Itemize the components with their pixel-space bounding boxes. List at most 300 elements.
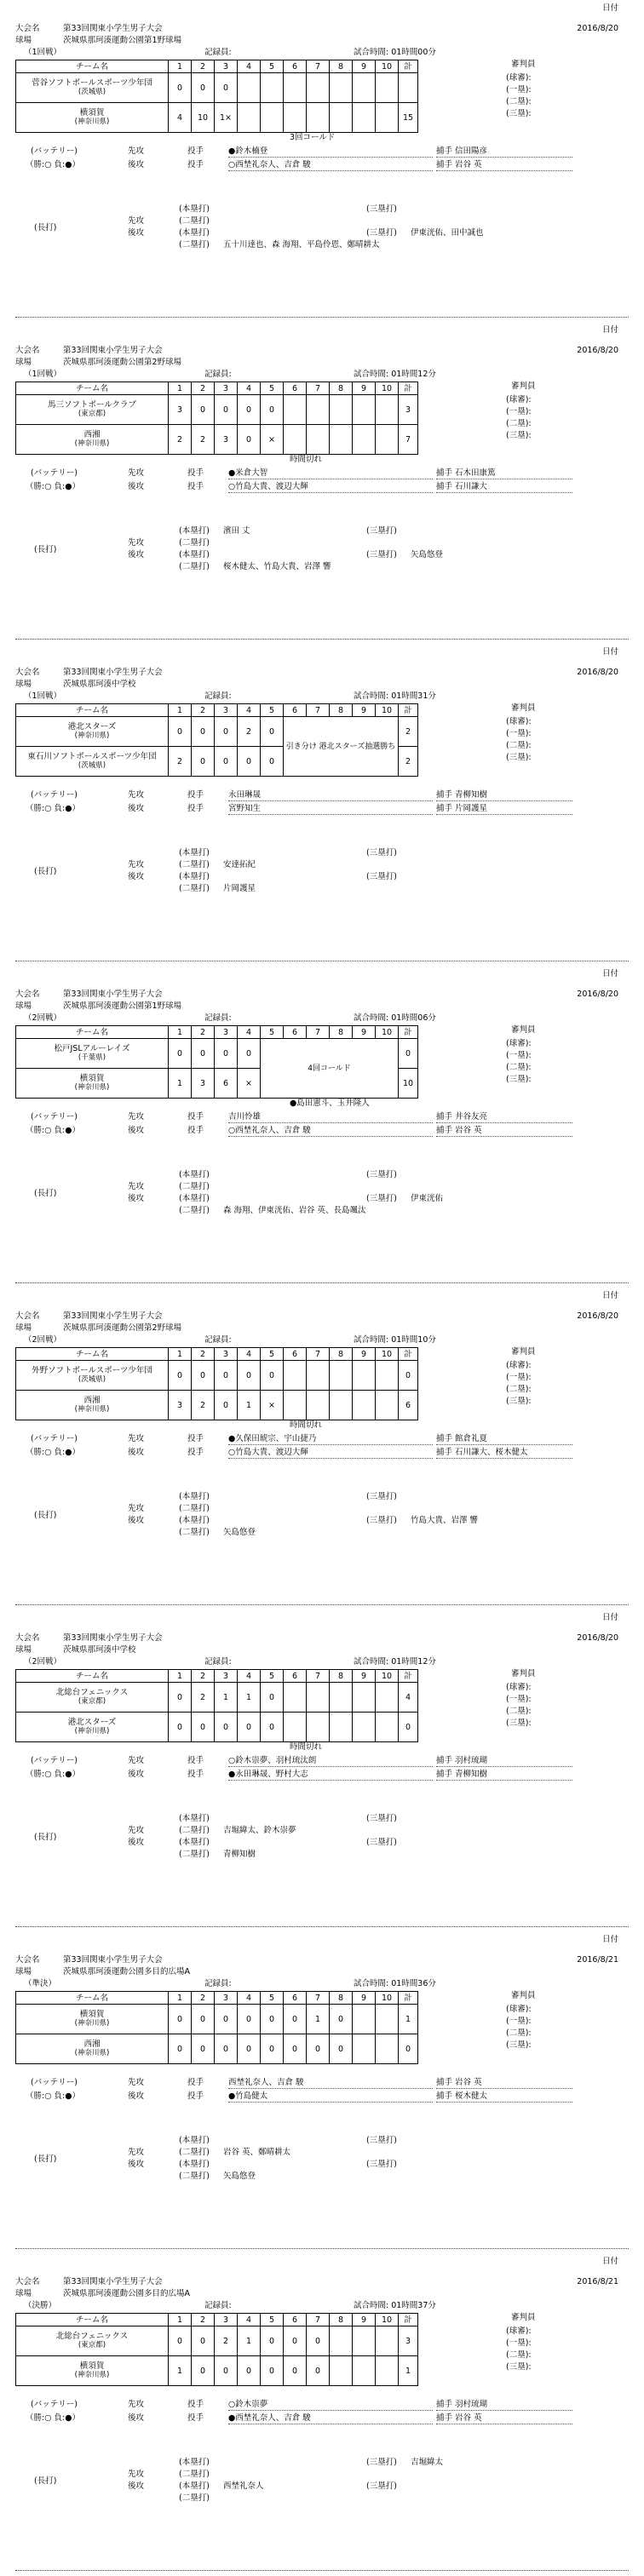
tournament-label: 大会名 xyxy=(15,990,40,999)
result-note: 引き分け 港北スターズ抽選勝ち xyxy=(284,717,399,777)
team-cell xyxy=(16,2034,169,2064)
tournament-label: 大会名 xyxy=(15,2277,40,2286)
hr-second-team-label: 後攻 xyxy=(128,550,145,559)
second-team-label: 後攻 xyxy=(128,2413,145,2423)
game-note: 時間切れ xyxy=(290,1742,323,1752)
inning-score: 0 xyxy=(215,395,238,425)
first-pitcher-label: 投手 xyxy=(187,1756,204,1765)
scoreboard-header-row xyxy=(16,1670,418,1683)
second-triple-label: (三塁打) xyxy=(366,2160,397,2169)
round-label: （2回戦） xyxy=(24,1657,62,1667)
tournament-name: 第33回関東小学生男子大会 xyxy=(63,1311,163,1321)
second-homerun-label: (本塁打) xyxy=(179,550,210,559)
inning-score xyxy=(376,1683,399,1713)
extra-base-label: (長打) xyxy=(34,1189,57,1198)
game-duration: 試合時間: 01時間00分 xyxy=(354,48,436,57)
team-cell xyxy=(16,2326,169,2356)
inning-score xyxy=(307,1683,330,1713)
game-duration: 試合時間: 01時間36分 xyxy=(354,1979,436,1988)
team-cell xyxy=(16,2356,169,2386)
first-catchers: 捕手 館倉礼夏 xyxy=(436,1434,572,1445)
umpire-plate: (球審): xyxy=(506,73,532,83)
team-cell xyxy=(16,1069,169,1099)
team-name: 北総台フェニックス xyxy=(55,1688,129,1697)
inning-header: 6 xyxy=(284,60,307,73)
inning-score xyxy=(376,2034,399,2064)
inning-score xyxy=(261,73,284,103)
tournament-label: 大会名 xyxy=(15,668,40,677)
inning-header: 6 xyxy=(284,2314,307,2326)
first-catchers: 捕手 青柳知樹 xyxy=(436,790,572,801)
inning-score: 0 xyxy=(215,2356,238,2386)
inning-header: 2 xyxy=(192,60,215,73)
second-catchers: 捕手 石川謙大、桜木健太 xyxy=(436,1448,572,1459)
first-double-label: (二塁打) xyxy=(179,860,210,869)
inning-header: 4 xyxy=(238,704,261,717)
total-header: 計 xyxy=(399,1026,418,1039)
first-pitchers: ●米倉大智 xyxy=(228,468,433,479)
hr-first-team-label: 先攻 xyxy=(128,2148,145,2157)
umpire-second: (二塁): xyxy=(506,419,532,428)
hr-first-team-label: 先攻 xyxy=(128,538,145,548)
extra-base-label: (長打) xyxy=(34,2154,57,2164)
venue-name: 茨城県那珂湊中学校 xyxy=(63,1645,136,1655)
inning-header: 1 xyxy=(169,704,192,717)
inning-header: 5 xyxy=(261,1348,284,1361)
first-double-label: (二塁打) xyxy=(179,1182,210,1191)
team-name: 東石川ソフトボールスポーツ少年団 xyxy=(27,752,157,761)
inning-score xyxy=(330,425,353,455)
total-score: 1 xyxy=(399,2005,418,2034)
inning-score: 0 xyxy=(307,2356,330,2386)
venue-name: 茨城県那珂湊運動公園第2野球場 xyxy=(63,358,182,367)
game-note: 時間切れ xyxy=(290,1420,323,1430)
extra-base-label: (長打) xyxy=(34,1511,57,1520)
second-catchers: 捕手 桜木健太 xyxy=(436,2091,572,2103)
inning-header: 8 xyxy=(330,1026,353,1039)
second-pitcher-label: 投手 xyxy=(187,2413,204,2423)
first-homerun-label: (本塁打) xyxy=(179,2136,210,2145)
umpire-label: 審判員 xyxy=(511,1347,536,1357)
inning-header: 4 xyxy=(238,1026,261,1039)
inning-header: 1 xyxy=(169,2314,192,2326)
first-team-label: 先攻 xyxy=(128,790,145,800)
inning-header: 10 xyxy=(376,704,399,717)
inning-score xyxy=(307,395,330,425)
inning-score xyxy=(307,1391,330,1420)
first-pitcher-label: 投手 xyxy=(187,1434,204,1443)
second-doubles: 森 海翔、伊東洸佑、岩谷 英、長島颯汰 xyxy=(223,1206,366,1215)
round-label: （準決） xyxy=(24,1979,57,1988)
inning-header: 3 xyxy=(215,704,238,717)
team-row-first xyxy=(16,2326,418,2356)
section-divider xyxy=(15,1604,629,1605)
inning-score xyxy=(376,2356,399,2386)
second-pitcher-label: 投手 xyxy=(187,804,204,813)
inning-header: 6 xyxy=(284,382,307,395)
win-loss-legend: （勝:○ 負:●） xyxy=(26,1126,80,1135)
inning-header: 5 xyxy=(261,1026,284,1039)
inning-header: 4 xyxy=(238,60,261,73)
first-catchers: 捕手 井谷友亮 xyxy=(436,1112,572,1123)
umpire-third: (三塁): xyxy=(506,2040,532,2050)
first-triple-label: (三塁打) xyxy=(366,2136,397,2145)
inning-score: 2 xyxy=(192,425,215,455)
date-label: 日付 xyxy=(601,647,618,657)
inning-score: 0 xyxy=(192,73,215,103)
team-header: チーム名 xyxy=(16,1670,169,1683)
date-label: 日付 xyxy=(601,1291,618,1300)
second-double-label: (二塁打) xyxy=(179,1528,210,1537)
inning-header: 10 xyxy=(376,1670,399,1683)
inning-score: 2 xyxy=(192,1683,215,1713)
team-prefecture: (東京都) xyxy=(78,410,106,418)
inning-score: 0 xyxy=(238,2034,261,2064)
inning-header: 6 xyxy=(284,1670,307,1683)
recorder-label: 記録員: xyxy=(204,370,232,379)
game-duration: 試合時間: 01時間10分 xyxy=(354,1335,436,1345)
second-catchers: 捕手 岩谷 英 xyxy=(436,2413,572,2424)
second-pitcher-label: 投手 xyxy=(187,2091,204,2101)
inning-score xyxy=(284,1391,307,1420)
first-pitchers: 吉川怜雄 xyxy=(228,1112,433,1123)
team-prefecture: (神奈川県) xyxy=(74,439,110,448)
venue-label: 球場 xyxy=(15,2289,32,2298)
date-label: 日付 xyxy=(601,325,618,335)
team-name: 西湘 xyxy=(83,2040,101,2049)
first-team-label: 先攻 xyxy=(128,2078,145,2087)
game-note: ●島田憲斗、玉井隆人 xyxy=(290,1099,370,1108)
umpire-first: (一塁): xyxy=(506,729,532,738)
venue-label: 球場 xyxy=(15,358,32,367)
first-doubles: 岩谷 英、鄭晴耕太 xyxy=(223,2148,291,2157)
second-doubles: 五十川達也、森 海翔、平島伶恩、鄭晴耕太 xyxy=(223,240,380,250)
second-team-label: 後攻 xyxy=(128,2091,145,2101)
game-record xyxy=(0,1931,644,2253)
inning-header: 7 xyxy=(307,2314,330,2326)
inning-score: 0 xyxy=(169,73,192,103)
team-prefecture: (茨城県) xyxy=(78,761,106,770)
first-double-label: (二塁打) xyxy=(179,1826,210,1835)
inning-score: 0 xyxy=(307,2326,330,2356)
team-name: 西湘 xyxy=(83,430,101,439)
inning-header: 9 xyxy=(353,1992,376,2005)
inning-score: 1 xyxy=(169,1069,192,1099)
recorder-label: 記録員: xyxy=(204,691,232,701)
inning-score xyxy=(330,1391,353,1420)
inning-score: 0 xyxy=(192,1713,215,1742)
umpire-label: 審判員 xyxy=(511,703,536,713)
inning-header: 2 xyxy=(192,1348,215,1361)
inning-score: 0 xyxy=(330,2005,353,2034)
recorder-label: 記録員: xyxy=(204,1335,232,1345)
total-score: 10 xyxy=(399,1069,418,1099)
second-pitchers: ●永田琳晟、野村大志 xyxy=(228,1770,433,1781)
second-team-label: 後攻 xyxy=(128,804,145,813)
team-row-second xyxy=(16,1391,418,1420)
inning-score: 0 xyxy=(261,747,284,777)
inning-score xyxy=(238,103,261,133)
scoreboard-header-row xyxy=(16,2314,418,2326)
team-name: 西湘 xyxy=(83,1396,101,1405)
scoreboard-header-row xyxy=(16,1992,418,2005)
inning-score xyxy=(330,1713,353,1742)
inning-header: 7 xyxy=(307,704,330,717)
date-label: 日付 xyxy=(601,969,618,978)
inning-header: 2 xyxy=(192,382,215,395)
inning-header: 6 xyxy=(284,1992,307,2005)
scoreboard-table xyxy=(15,1991,418,2064)
inning-header: 7 xyxy=(307,1026,330,1039)
second-triple-label: (三塁打) xyxy=(366,872,397,881)
venue-label: 球場 xyxy=(15,1645,32,1655)
first-homerun-label: (本塁打) xyxy=(179,526,210,536)
inning-header: 4 xyxy=(238,2314,261,2326)
hr-second-team-label: 後攻 xyxy=(128,1194,145,1203)
team-prefecture: (茨城県) xyxy=(78,88,106,96)
team-row-second xyxy=(16,425,418,455)
umpire-third: (三塁): xyxy=(506,753,532,762)
total-score: 2 xyxy=(399,717,418,747)
team-name: 横須賀 xyxy=(79,2010,105,2019)
inning-score: 0 xyxy=(238,1039,261,1069)
team-cell xyxy=(16,1039,169,1069)
venue-name: 茨城県那珂湊運動公園第1野球場 xyxy=(63,36,182,45)
team-prefecture: (神奈川県) xyxy=(74,1083,110,1092)
umpire-label: 審判員 xyxy=(511,1025,536,1035)
team-cell xyxy=(16,717,169,747)
inning-header: 10 xyxy=(376,382,399,395)
team-name: 港北スターズ xyxy=(67,722,117,731)
total-score: 2 xyxy=(399,747,418,777)
first-catchers: 捕手 羽村琉瑚 xyxy=(436,1756,572,1767)
inning-score: 0 xyxy=(261,2034,284,2064)
game-date: 2016/8/20 xyxy=(577,24,618,33)
win-loss-legend: （勝:○ 負:●） xyxy=(26,1448,80,1457)
team-row-second xyxy=(16,1713,418,1742)
team-row-second xyxy=(16,2356,418,2386)
second-doubles: 桜木健太、竹島大貴、岩澤 響 xyxy=(223,562,331,571)
scoreboard-header-row xyxy=(16,60,418,73)
tournament-label: 大会名 xyxy=(15,1955,40,1965)
tournament-label: 大会名 xyxy=(15,24,40,33)
section-divider xyxy=(15,317,629,318)
inning-score: 0 xyxy=(169,1713,192,1742)
scoreboard-table xyxy=(15,60,418,133)
inning-score xyxy=(284,425,307,455)
inning-score: 0 xyxy=(169,1039,192,1069)
scoreboard-header-row xyxy=(16,382,418,395)
win-loss-legend: （勝:○ 負:●） xyxy=(26,1770,80,1779)
inning-score xyxy=(376,1361,399,1391)
inning-score: 0 xyxy=(215,2005,238,2034)
second-triples: 伊東洸佑、田中誠也 xyxy=(411,228,484,238)
hr-first-team-label: 先攻 xyxy=(128,2470,145,2479)
total-header: 計 xyxy=(399,1670,418,1683)
team-row-first xyxy=(16,1039,418,1069)
hr-first-team-label: 先攻 xyxy=(128,1504,145,1513)
round-label: （1回戦） xyxy=(24,48,62,57)
first-team-label: 先攻 xyxy=(128,146,145,156)
inning-header: 5 xyxy=(261,382,284,395)
inning-header: 8 xyxy=(330,1670,353,1683)
inning-score: 0 xyxy=(330,2034,353,2064)
extra-base-label: (長打) xyxy=(34,545,57,554)
team-name: 松戸JSLアルーレイズ xyxy=(54,1044,130,1053)
second-pitchers: ●竹島健太 xyxy=(228,2091,433,2103)
total-header: 計 xyxy=(399,704,418,717)
inning-score: 0 xyxy=(192,1039,215,1069)
inning-score xyxy=(330,73,353,103)
team-name: 港北スターズ xyxy=(67,1718,117,1727)
team-prefecture: (神奈川県) xyxy=(74,2371,110,2379)
umpire-first: (一塁): xyxy=(506,1051,532,1060)
game-date: 2016/8/20 xyxy=(577,1633,618,1643)
team-header: チーム名 xyxy=(16,1348,169,1361)
team-cell xyxy=(16,425,169,455)
second-double-label: (二塁打) xyxy=(179,1850,210,1859)
second-homerun-label: (本塁打) xyxy=(179,872,210,881)
inning-header: 8 xyxy=(330,382,353,395)
umpire-third: (三塁): xyxy=(506,2362,532,2372)
section-divider xyxy=(15,2248,629,2249)
inning-header: 3 xyxy=(215,2314,238,2326)
inning-score xyxy=(353,103,376,133)
umpire-plate: (球審): xyxy=(506,717,532,726)
total-score: 4 xyxy=(399,1683,418,1713)
total-score: 3 xyxy=(399,395,418,425)
inning-score: 0 xyxy=(192,2356,215,2386)
second-triple-label: (三塁打) xyxy=(366,2481,397,2491)
scoreboard-header-row xyxy=(16,1026,418,1039)
inning-score: 0 xyxy=(169,2326,192,2356)
first-homerun-label: (本塁打) xyxy=(179,1170,210,1179)
tournament-name: 第33回関東小学生男子大会 xyxy=(63,346,163,355)
scoreboard-header-row xyxy=(16,704,418,717)
inning-score: 3 xyxy=(192,1069,215,1099)
inning-score: 2 xyxy=(169,747,192,777)
second-triple-label: (三塁打) xyxy=(366,228,397,238)
team-cell xyxy=(16,395,169,425)
inning-score: 3 xyxy=(215,425,238,455)
tournament-name: 第33回関東小学生男子大会 xyxy=(63,990,163,999)
tournament-label: 大会名 xyxy=(15,1633,40,1643)
inning-score xyxy=(307,73,330,103)
umpire-second: (二塁): xyxy=(506,1385,532,1394)
venue-name: 茨城県那珂湊運動公園第2野球場 xyxy=(63,1323,182,1333)
second-homerun-label: (本塁打) xyxy=(179,1516,210,1525)
total-score xyxy=(399,73,418,103)
inning-header: 1 xyxy=(169,1348,192,1361)
game-date: 2016/8/20 xyxy=(577,346,618,355)
battery-label: (バッテリー) xyxy=(31,790,78,800)
game-date: 2016/8/20 xyxy=(577,668,618,677)
inning-score xyxy=(330,1683,353,1713)
inning-header: 7 xyxy=(307,1670,330,1683)
umpire-first: (一塁): xyxy=(506,2338,532,2348)
team-row-first xyxy=(16,395,418,425)
team-name: 横須賀 xyxy=(79,2361,105,2371)
second-triple-label: (三塁打) xyxy=(366,550,397,559)
date-label: 日付 xyxy=(601,1935,618,1944)
round-label: （1回戦） xyxy=(24,370,62,379)
second-homeruns: 西埜礼奈人 xyxy=(223,2481,264,2491)
total-score: 0 xyxy=(399,2034,418,2064)
inning-score xyxy=(330,395,353,425)
second-triple-label: (三塁打) xyxy=(366,1838,397,1847)
umpire-third: (三塁): xyxy=(506,109,532,118)
total-score: 3 xyxy=(399,2326,418,2356)
extra-base-label: (長打) xyxy=(34,223,57,232)
inning-header: 4 xyxy=(238,1670,261,1683)
first-homerun-label: (本塁打) xyxy=(179,2458,210,2467)
umpire-plate: (球審): xyxy=(506,1039,532,1048)
second-double-label: (二塁打) xyxy=(179,1206,210,1215)
inning-score: 0 xyxy=(261,395,284,425)
hr-first-team-label: 先攻 xyxy=(128,1826,145,1835)
first-team-label: 先攻 xyxy=(128,2400,145,2409)
umpire-second: (二塁): xyxy=(506,1063,532,1072)
inning-score: × xyxy=(261,425,284,455)
first-triple-label: (三塁打) xyxy=(366,2458,397,2467)
inning-header: 5 xyxy=(261,60,284,73)
inning-score: 0 xyxy=(215,1713,238,1742)
second-pitchers: ●西埜礼奈人、吉倉 駿 xyxy=(228,2413,433,2424)
win-loss-legend: （勝:○ 負:●） xyxy=(26,2413,80,2423)
total-header: 計 xyxy=(399,2314,418,2326)
total-score: 6 xyxy=(399,1391,418,1420)
second-double-label: (二塁打) xyxy=(179,884,210,893)
second-triple-label: (三塁打) xyxy=(366,1194,397,1203)
first-double-label: (二塁打) xyxy=(179,2148,210,2157)
inning-header: 6 xyxy=(284,1026,307,1039)
first-pitchers: 西埜礼奈人、吉倉 駿 xyxy=(228,2078,433,2089)
inning-score xyxy=(284,1361,307,1391)
inning-score: 0 xyxy=(192,2005,215,2034)
first-catchers: 捕手 羽村琉瑚 xyxy=(436,2400,572,2411)
team-row-second xyxy=(16,103,418,133)
battery-label: (バッテリー) xyxy=(31,2078,78,2087)
inning-score: 0 xyxy=(238,425,261,455)
team-row-second xyxy=(16,2034,418,2064)
team-prefecture: (神奈川県) xyxy=(74,1727,110,1736)
inning-score: 0 xyxy=(192,747,215,777)
umpire-first: (一塁): xyxy=(506,2017,532,2026)
second-homerun-label: (本塁打) xyxy=(179,1194,210,1203)
game-record xyxy=(0,1288,644,1609)
inning-score: × xyxy=(261,1391,284,1420)
round-label: （2回戦） xyxy=(24,1013,62,1023)
inning-score: 0 xyxy=(169,717,192,747)
first-pitchers: ○鈴木崇夢 xyxy=(228,2400,433,2411)
umpire-label: 審判員 xyxy=(511,1991,536,2000)
inning-score xyxy=(261,103,284,133)
inning-header: 5 xyxy=(261,704,284,717)
venue-label: 球場 xyxy=(15,36,32,45)
first-triple-label: (三塁打) xyxy=(366,848,397,858)
tournament-name: 第33回関東小学生男子大会 xyxy=(63,1633,163,1643)
second-triples: 矢島悠登 xyxy=(411,550,444,559)
game-date: 2016/8/20 xyxy=(577,1311,618,1321)
umpire-first: (一塁): xyxy=(506,407,532,416)
venue-label: 球場 xyxy=(15,1001,32,1011)
second-homerun-label: (本塁打) xyxy=(179,2160,210,2169)
inning-score: 4 xyxy=(169,103,192,133)
first-pitchers: ●久保田琥宗、宇山捷乃 xyxy=(228,1434,433,1445)
inning-score: 0 xyxy=(284,2356,307,2386)
inning-header: 4 xyxy=(238,1992,261,2005)
total-score: 7 xyxy=(399,425,418,455)
